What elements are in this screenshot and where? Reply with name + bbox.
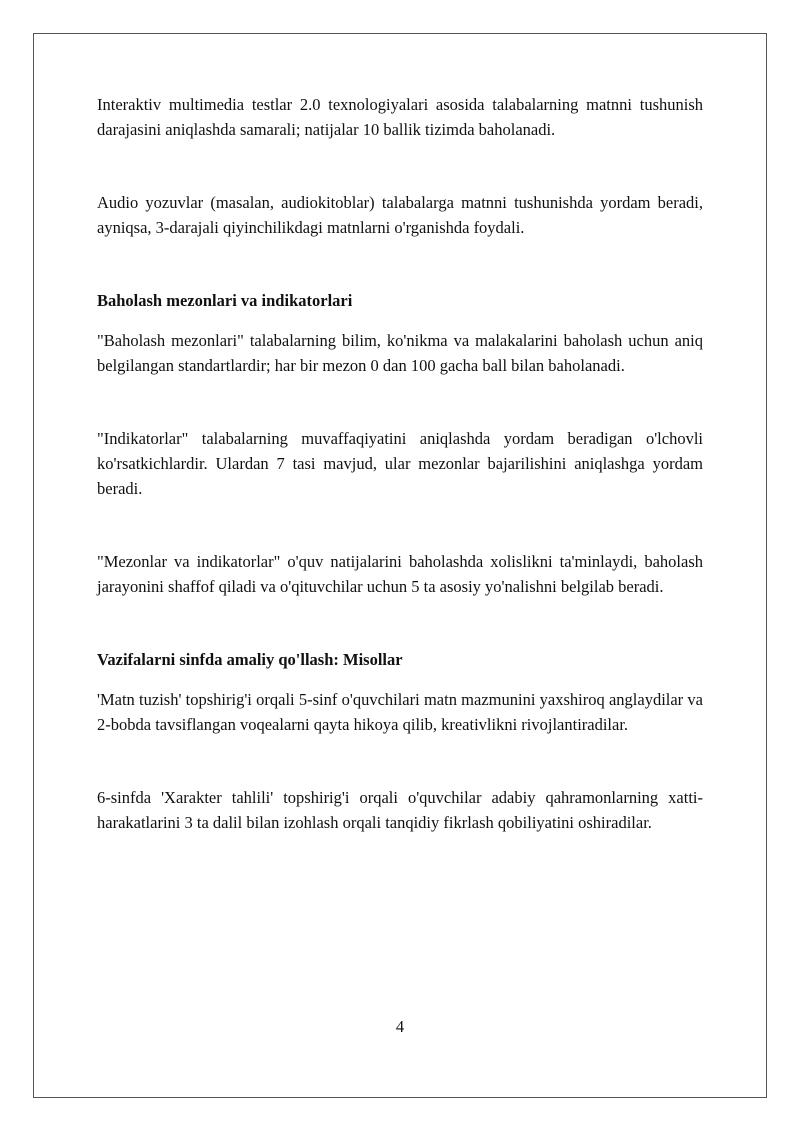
paragraph-text-composition-task: 'Matn tuzish' topshirig'i orqali 5-sinf o'quvchilari matn mazmunini yaxshiroq anglaydilar va 2-bobda tavsiflangan voqealarni qayta hikoya qilib, kreativlikni rivojlantiradilar. bbox=[97, 690, 703, 734]
heading-assessment-criteria: Baholash mezonlari va indikatorlari bbox=[97, 291, 353, 310]
paragraph-indicators: "Indikatorlar" talabalarning muvaffaqiyatini aniqlashda yordam beradigan o'lchovli ko'rsatkichlardir. Ulardan 7 tasi mavjud, ular mezonlar bajarilishini aniqlashga yordam beradi. bbox=[97, 429, 703, 498]
paragraph-assessment-criteria: "Baholash mezonlari" talabalarning bilim, ko'nikma va malakalarini baholash uchun aniq belgilangan standartlardir; har bir mezon 0 dan 100 gacha ball bilan baholanadi. bbox=[97, 331, 703, 375]
paragraph-character-analysis-task: 6-sinfda 'Xarakter tahlili' topshirig'i orqali o'quvchilar adabiy qahramonlarning xatti-harakatlarini 3 ta dalil bilan izohlash orqali tanqidiy fikrlash qobiliyatini oshiradilar. bbox=[97, 788, 703, 832]
page-number: 4 bbox=[395, 1017, 405, 1036]
document-body bbox=[97, 92, 703, 835]
paragraph-multimedia-tests: Interaktiv multimedia testlar 2.0 texnologiyalari asosida talabalarning matnni tushunish darajasini aniqlashda samarali; natijalar 10 ballik tizimda baholanadi. bbox=[97, 95, 703, 139]
paragraph-criteria-and-indicators: "Mezonlar va indikatorlar" o'quv natijalarini baholashda xolislikni ta'minlaydi, baholash jarayonini shaffof qiladi va o'qituvchilar uchun 5 ta asosiy yo'nalishni belgilab beradi. bbox=[97, 552, 703, 596]
heading-practical-application: Vazifalarni sinfda amaliy qo'llash: Misollar bbox=[97, 650, 403, 669]
paragraph-audio-recordings: Audio yozuvlar (masalan, audiokitoblar) talabalarga matnni tushunishda yordam beradi, ayniqsa, 3-darajali qiyinchilikdagi matnlarni o'rganishda foydali. bbox=[97, 193, 703, 237]
